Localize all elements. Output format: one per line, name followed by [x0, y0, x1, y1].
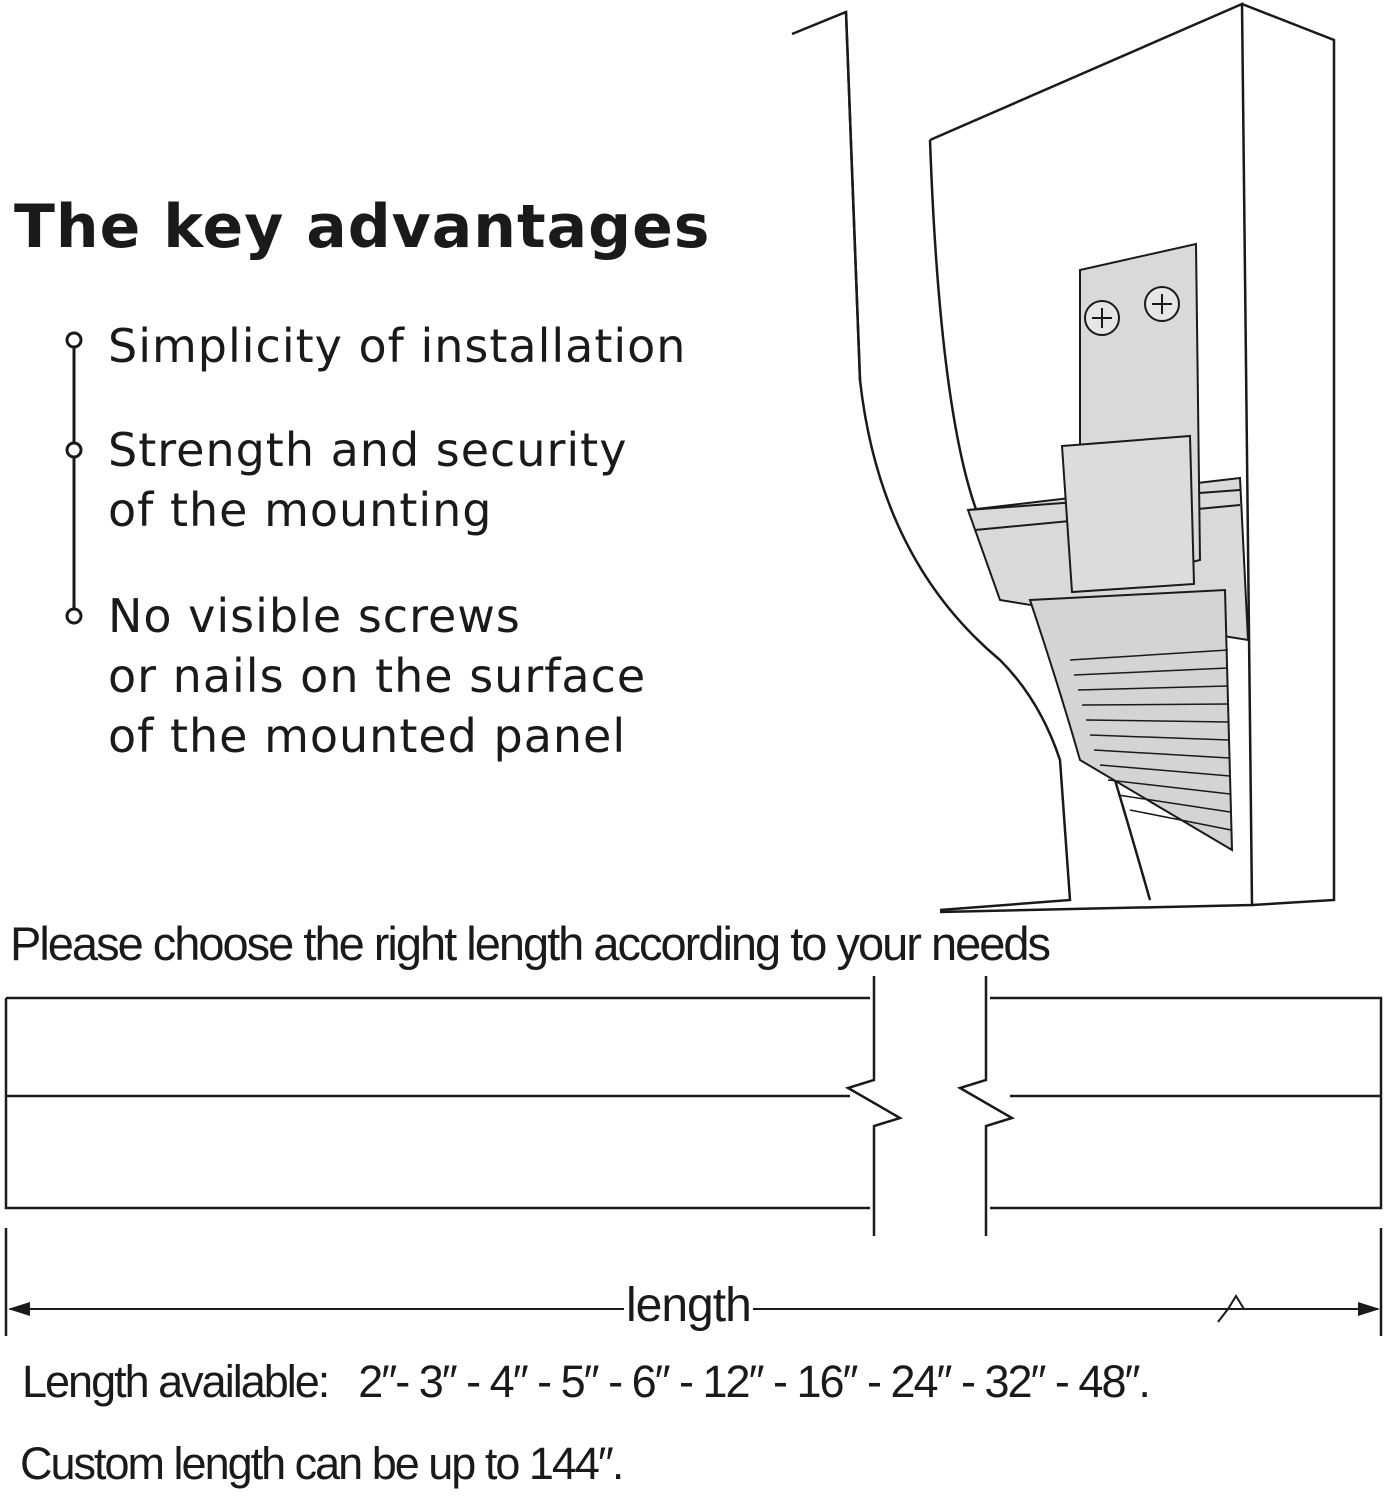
advantage-line: No visible screws [108, 589, 521, 643]
advantages-heading: The key advantages [14, 192, 711, 262]
advantage-line: or nails on the surface [108, 649, 647, 703]
profile-right-segment [990, 998, 1381, 1208]
profile-left-segment [6, 998, 870, 1208]
length-available-label: Length available: [22, 1356, 329, 1407]
advantage-line: Simplicity of installation [108, 319, 687, 373]
length-dimension-label: length [626, 1279, 751, 1332]
length-available-values: 2″- 3″ - 4″ - 5″ - 6″ - 12″ - 16″ - 24″ - 32″ - 48″. [358, 1356, 1149, 1407]
arrow-right-icon [1358, 1302, 1380, 1316]
length-available [22, 1356, 1149, 1408]
arrow-left-icon [8, 1302, 30, 1316]
advantage-line: Strength and security [108, 423, 628, 477]
advantage-line: of the mounting [108, 483, 493, 537]
length-instruction: Please choose the right length according to your needs [10, 917, 1050, 970]
custom-length-note: Custom length can be up to 144″. [20, 1438, 623, 1489]
advantage-line: of the mounted panel [108, 709, 627, 763]
break-line-right [960, 976, 1012, 1236]
break-line-left [848, 976, 900, 1236]
